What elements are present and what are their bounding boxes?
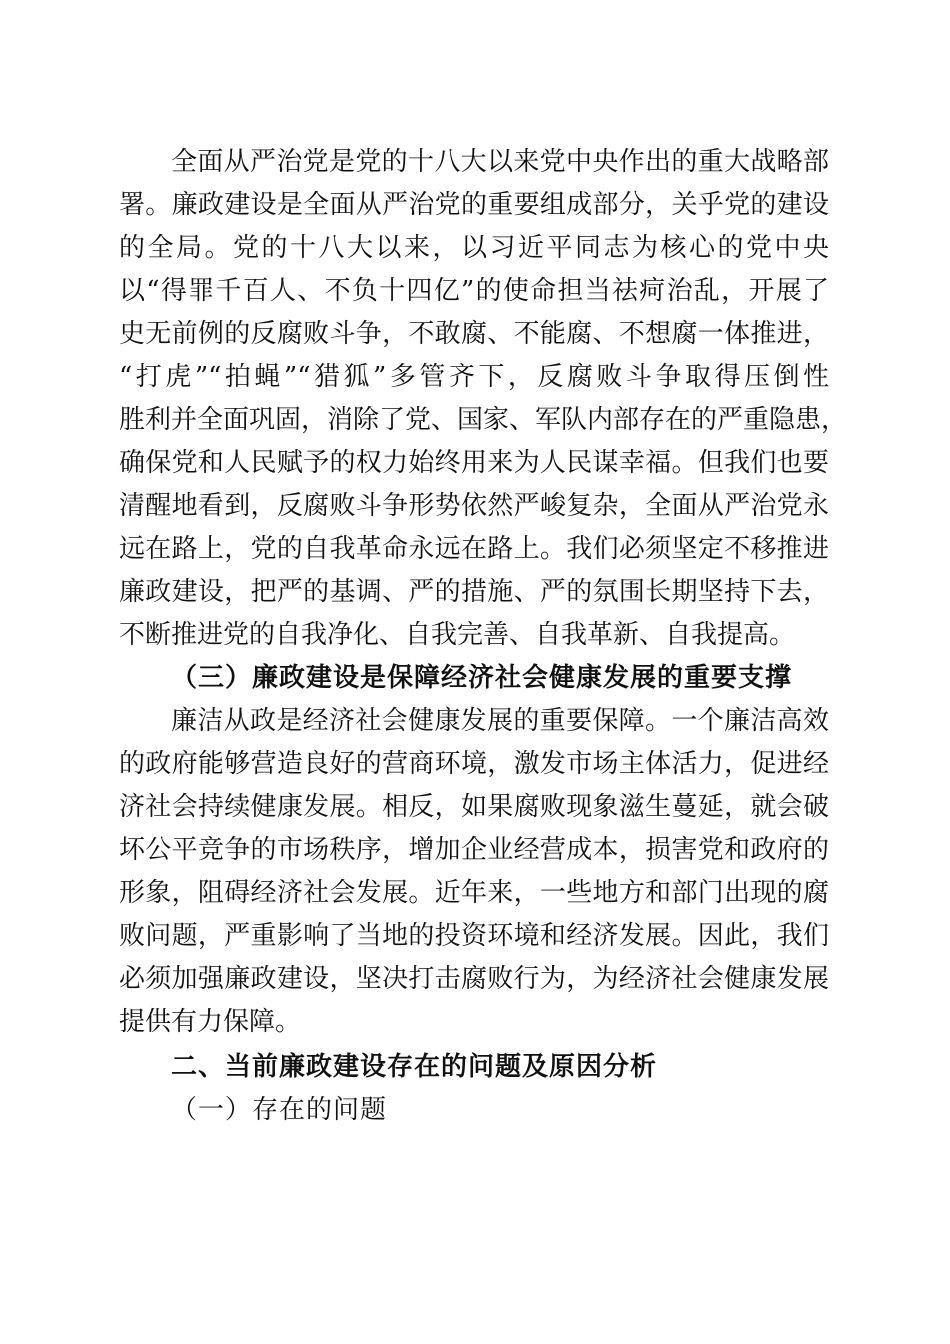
paragraph-1-line-8: 确保党和人民赋予的权力始终用来为人民谋幸福。但我们也要	[119, 448, 829, 478]
paragraph-1-line-7: 胜利并全面巩固，消除了党、国家、军队内部存在的严重隐患，	[119, 405, 848, 435]
paragraph-2-line-4: 坏公平竞争的市场秩序，增加企业经营成本，损害党和政府的	[119, 835, 829, 865]
paragraph-1-line-5: 史无前例的反腐败斗争，不敢腐、不能腐、不想腐一体推进，	[119, 319, 829, 349]
paragraph-1-line-11: 廉政建设，把严的基调、严的措施、严的氛围长期坚持下去，	[119, 577, 829, 607]
section-two-heading: 二、当前廉政建设存在的问题及原因分析	[171, 1052, 658, 1082]
paragraph-2-line-8: 提供有力保障。	[119, 1007, 302, 1037]
paragraph-2-line-2: 的政府能够营造良好的营商环境，激发市场主体活力，促进经	[119, 749, 829, 779]
paragraph-1-line-2: 署。廉政建设是全面从严治党的重要组成部分，关乎党的建设	[119, 190, 829, 220]
paragraph-2-line-7: 必须加强廉政建设，坚决打击腐败行为，为经济社会健康发展	[119, 964, 829, 994]
subheading-one: （一）存在的问题	[171, 1095, 388, 1125]
subheading-three: （三）廉政建设是保障经济社会健康发展的重要支撑	[171, 663, 793, 693]
paragraph-2-line-3: 济社会持续健康发展。相反，如果腐败现象滋生蔓延，就会破	[119, 792, 829, 822]
paragraph-1-line-9: 清醒地看到，反腐败斗争形势依然严峻复杂，全面从严治党永	[119, 491, 829, 521]
paragraph-2-line-1: 廉洁从政是经济社会健康发展的重要保障。一个廉洁高效	[171, 706, 829, 736]
paragraph-1-line-1: 全面从严治党是党的十八大以来党中央作出的重大战略部	[171, 147, 829, 177]
paragraph-2-line-5: 形象，阻碍经济社会发展。近年来，一些地方和部门出现的腐	[119, 878, 829, 908]
paragraph-1-line-3: 的全局。党的十八大以来，以习近平同志为核心的党中央	[119, 233, 829, 263]
paragraph-1-line-6: “打虎”“拍蝇”“猎狐”多管齐下，反腐败斗争取得压倒性	[119, 362, 829, 392]
paragraph-1-line-4: 以“得罪千百人、不负十四亿”的使命担当祛疴治乱，开展了	[119, 276, 829, 306]
paragraph-2-line-6: 败问题，严重影响了当地的投资环境和经济发展。因此，我们	[119, 921, 829, 951]
paragraph-1-line-12: 不断推进党的自我净化、自我完善、自我革新、自我提高。	[119, 620, 796, 650]
paragraph-1-line-10: 远在路上，党的自我革命永远在路上。我们必须坚定不移推进	[119, 534, 829, 564]
